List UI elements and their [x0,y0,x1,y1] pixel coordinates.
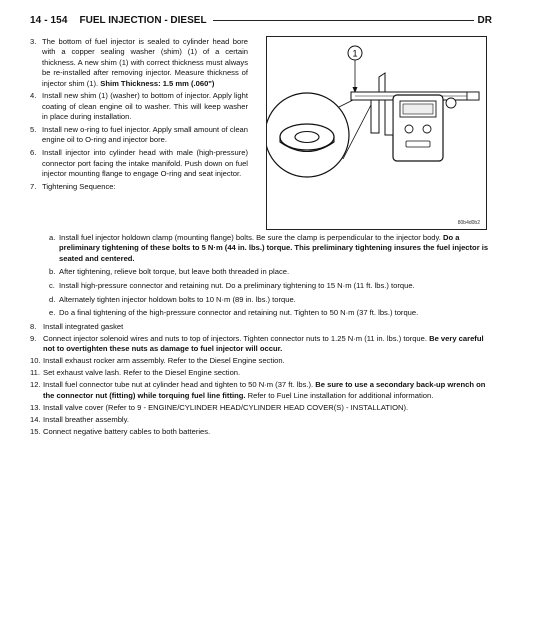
step-text: Connect negative battery cables to both batteries. [43,426,211,436]
step-13 [30,403,490,413]
step-text: Install new shim (1) (washer) to bottom of injector. Apply light coating of clean engine oil to washer. This will keep washer in place during installation. [42,91,248,122]
step-text: Install breather assembly. [43,414,129,424]
substep-letter: c. [49,281,55,290]
substep-b [49,267,490,277]
figure-code: 80b4d0b2 [457,220,480,226]
shim-thickness-spec: Shim Thickness: 1.5 mm (.060") [100,78,215,88]
step-text: Install new o-ring to fuel injector. Apply small amount of clean engine oil to O-ring and injector bore. [42,125,248,145]
substep-text: Alternately tighten injector holdown bolts to 10 N·m (89 in. lbs.) torque. [59,294,296,304]
step-12 [30,380,490,401]
step-number: 5. [30,125,37,135]
step-text: Install injector into cylinder head with male (high-pressure) connector port facing the intake manifold. Push down on fuel injector mounting flange to engage O-ring and seat injector. [42,148,248,179]
substep-letter: b. [49,267,56,277]
step-text: The bottom of fuel injector is sealed to cylinder head bore with a copper sealing washer (shim) (1) of a certain thickness. A new shim (1) with correct thickness must always be re-installed after removing injector. Measure thickness of injector shim (1). Shim Thickness: 1.5 mm (.060") [42,37,248,88]
step-number: 10. [30,356,41,366]
substep-c [49,281,490,291]
step-number: 3. [30,37,37,46]
caliper-upper-jaw [379,73,385,92]
caliper-display-window [403,104,433,114]
model-tag: DR [477,14,492,26]
step-14 [30,415,490,425]
step-10 [30,356,490,366]
page-number: 14 - 154 [30,14,68,26]
step-6 [30,148,248,179]
step-number: 6. [30,148,37,158]
step-number: 4. [30,91,37,101]
step-text: Install exhaust rocker arm assembly. Refer to the Diesel Engine section. [43,356,285,366]
substep-letter: d. [49,294,56,304]
step-number: 12. [30,380,41,390]
caliper-button-zero [423,125,431,133]
caliper-label-plate [406,141,430,147]
step-15 [30,427,490,437]
step-warning: Be sure to use a secondary back-up wrench on the connector nut (fitting) while torquing fuel line fitting. [43,380,486,400]
caliper-button-on [405,125,413,133]
step-text: Install valve cover (Refer to 9 - ENGINE/CYLINDER HEAD/CYLINDER HEAD COVER(S) - INSTALLATION). [43,402,409,412]
page-header [30,12,492,28]
step-number: 9. [30,333,37,343]
substep-text: After tightening, relieve bolt torque, but leave both threaded in place. [59,267,290,277]
step-3 [30,37,248,89]
step-number: 8. [30,321,37,331]
step-4 [30,91,248,122]
substep-text: Install high-pressure connector and retaining nut. Do a preliminary tightening to 15 N·m (11 ft. lbs.) torque. [59,281,415,290]
step-text: Set exhaust valve lash. Refer to the Diesel Engine section. [43,368,241,378]
step-text: Tightening Sequence: [42,181,116,191]
full-width-steps [30,233,490,439]
step-11 [30,368,490,378]
step-8 [30,322,490,332]
caliper-end [467,92,479,100]
step-text: Install fuel connector tube nut at cylinder head and tighten to 50 N·m (37 ft. lbs.). Be sure to use a secondary back-up wrench on the connector nut (fitting) while torquing fuel line fitting. Refer to Fuel Line installation for additional information. [43,380,486,400]
step-number: 14. [30,414,41,424]
caliper-fixed-jaw [371,100,379,133]
caliper-sliding-jaw [385,100,393,135]
caliper-illustration [267,37,488,231]
step-5 [30,125,248,146]
substep-letter: a. [49,233,56,242]
substep-letter: e. [49,308,56,318]
section-title: FUEL INJECTION - DIESEL [79,14,207,26]
step-number: 7. [30,181,37,191]
header-rule [213,20,474,21]
substep-e [49,308,490,318]
step-number: 11. [30,368,40,378]
step-9 [30,334,490,355]
substep-a [49,233,490,264]
substep-warning: Do a preliminary tightening of these bolts to 5 N·m (44 in. lbs.) torque. This preliminary tightening insures the fuel injector is seated and centered. [59,233,489,263]
substep-text: Install fuel injector holdown clamp (mounting flange) bolts. Be sure the clamp is perpendicular to the injector body. Do a preliminary tightening of these bolts to 5 N·m (44 in. lbs.) torque. This preliminary tightening insures the fuel injector is seated and centered. [59,233,489,263]
step-number: 15. [30,426,41,436]
shim-measurement-figure [266,36,487,230]
step-text: Connect injector solenoid wires and nuts to top of injectors. Tighten connector nuts to 1.25 N·m (11 in. lbs.) torque. Be very careful not to overtighten these nuts as damage to fuel injector will occur. [43,333,484,354]
step-number: 13. [30,402,41,412]
left-column-steps [30,37,248,195]
substep-text: Do a final tightening of the high-pressure connector and retaining nut. Tighten to 50 N·m (37 ft. lbs.) torque. [59,308,419,318]
caliper-thumb-wheel [446,98,456,108]
step-warning: Be very careful not to overtighten these nuts as damage to fuel injector will occur. [43,333,484,354]
substep-d [49,295,490,305]
step-7 [30,182,248,192]
washer-inner [295,132,319,143]
step-text: Install integrated gasket [43,321,124,331]
callout-number: 1 [352,48,358,59]
